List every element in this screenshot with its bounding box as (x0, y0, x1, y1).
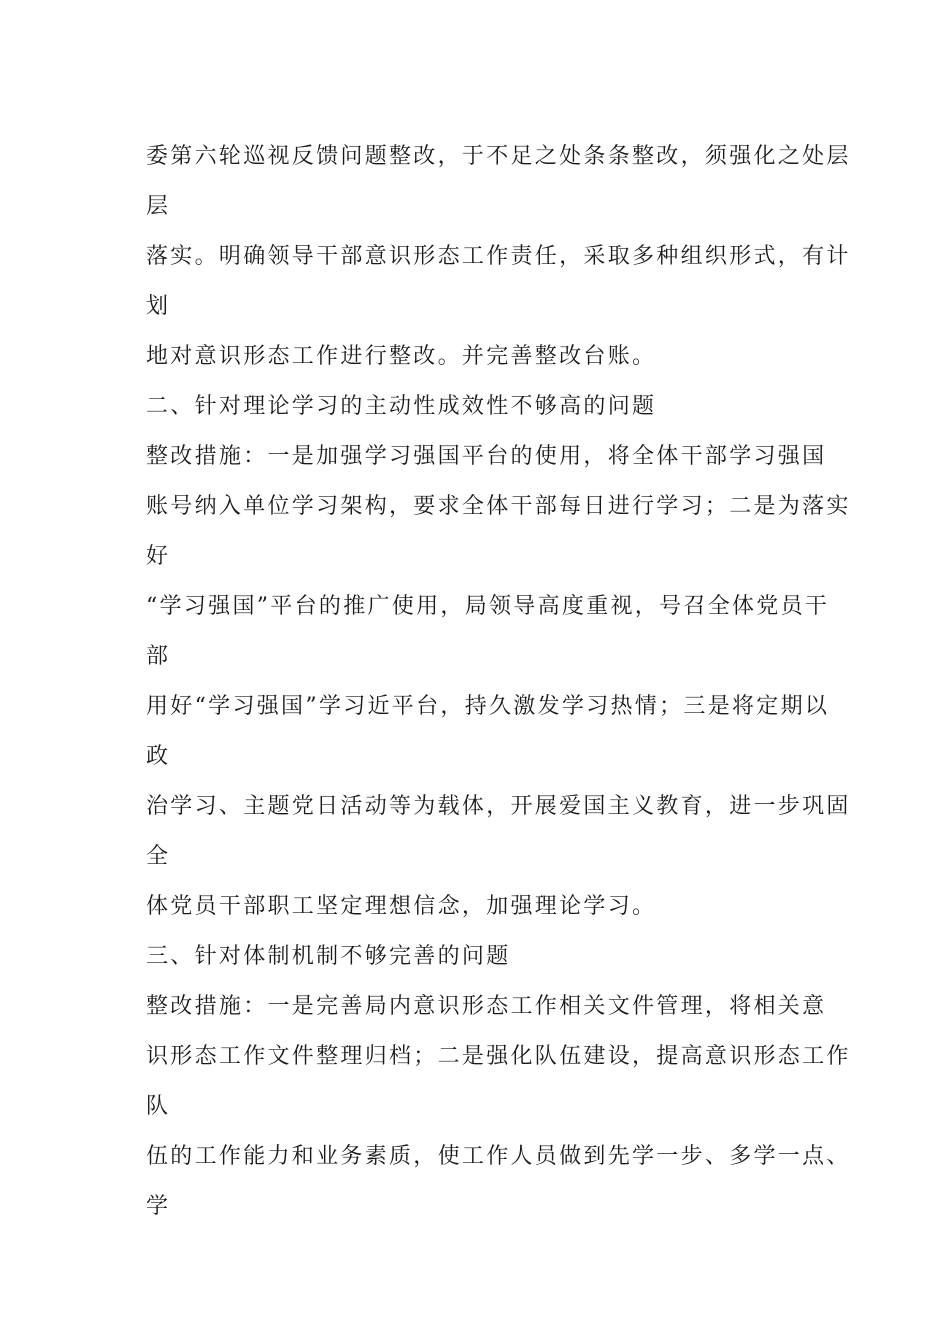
text-line-4: 划 (146, 294, 171, 319)
text-line-12: 用好“学习强国”学习近平台，持久激发学习热情；三是将定期以 (146, 694, 830, 719)
text-line-10: “学习强国”平台的推广使用，局领导高度重视，号召全体党员干 (146, 594, 830, 619)
text-line-11: 部 (146, 644, 171, 669)
text-line-5: 地对意识形态工作进行整改。并完善整改台账。 (146, 344, 657, 369)
section-heading-2: 二、针对理论学习的主动性成效性不够高的问题 (146, 394, 657, 419)
text-line-15: 全 (146, 844, 171, 869)
text-line-7: 整改措施：一是加强学习强国平台的使用，将全体干部学习强国 (146, 444, 827, 469)
text-line-16: 体党员干部职工坚定理想信念，加强理论学习。 (146, 894, 657, 919)
text-line-20: 队 (146, 1094, 171, 1119)
text-line-18: 整改措施：一是完善局内意识形态工作相关文件管理，将相关意 (146, 994, 827, 1019)
text-line-8: 账号纳入单位学习架构，要求全体干部每日进行学习；二是为落实 (146, 494, 851, 519)
body-text (146, 132, 851, 1232)
text-line-2: 层 (146, 194, 171, 219)
text-line-14: 治学习、主题党日活动等为载体，开展爱国主义教育，进一步巩固 (146, 794, 851, 819)
text-line-3: 落实。明确领导干部意识形态工作责任，采取多种组织形式，有计 (146, 244, 851, 269)
text-line-21: 伍的工作能力和业务素质，使工作人员做到先学一步、多学一点、 (146, 1144, 851, 1169)
text-line-22: 学 (146, 1194, 171, 1219)
text-line-1: 委第六轮巡视反馈问题整改，于不足之处条条整改，须强化之处层 (146, 144, 851, 169)
section-heading-3: 三、针对体制机制不够完善的问题 (146, 944, 511, 969)
text-line-19: 识形态工作文件整理归档；二是强化队伍建设，提高意识形态工作 (146, 1044, 851, 1069)
text-line-9: 好 (146, 544, 171, 569)
text-line-13: 政 (146, 744, 171, 769)
